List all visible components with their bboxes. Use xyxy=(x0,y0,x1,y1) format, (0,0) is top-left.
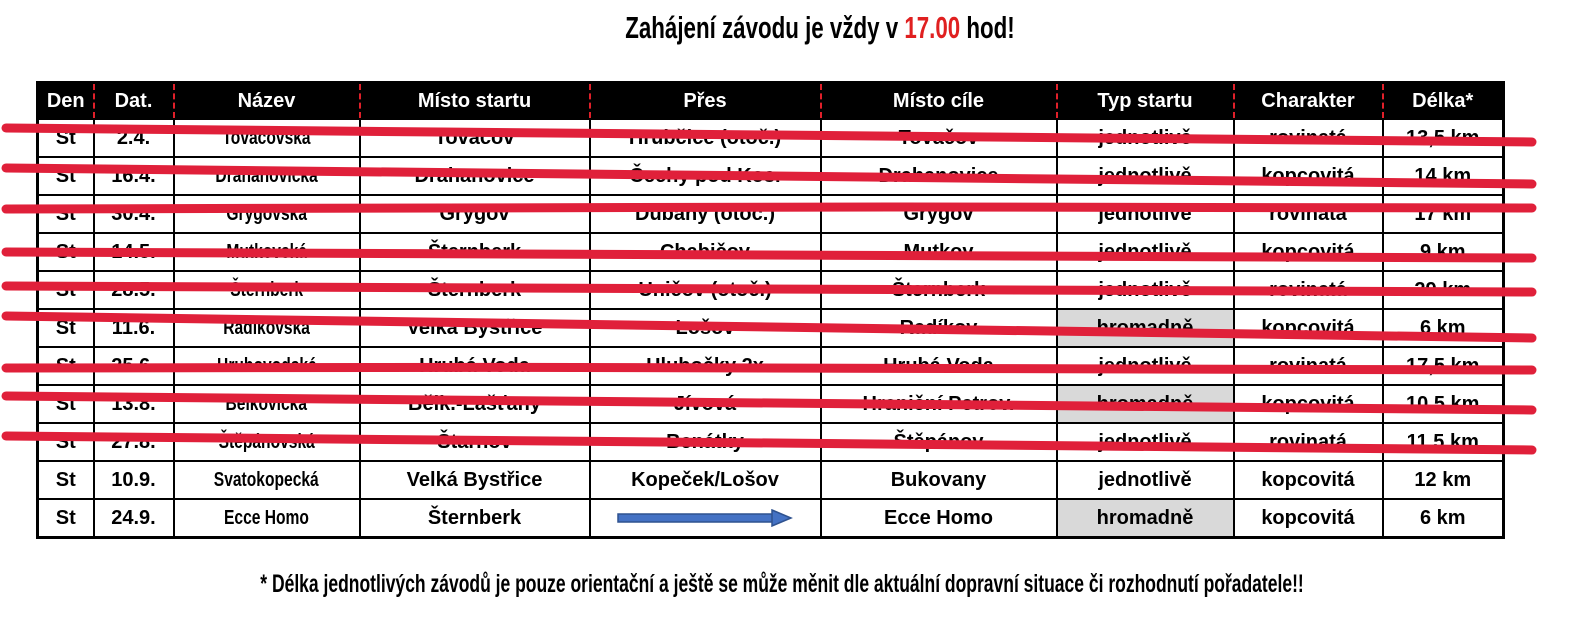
race-name-cell xyxy=(174,385,360,423)
start-type-cell: jednotlivě xyxy=(1057,119,1234,157)
via-cell: Hlubočky 2x xyxy=(590,347,821,385)
start-type-cell: jednotlivě xyxy=(1057,157,1234,195)
column-header: Typ startu xyxy=(1057,83,1234,120)
day-cell: St xyxy=(38,347,94,385)
start-place-cell: Velká Bystřice xyxy=(360,461,590,499)
length-cell: 9 km xyxy=(1383,233,1504,271)
finish-place-cell: Štěpánov xyxy=(821,423,1057,461)
start-place-cell: Šternberk xyxy=(360,233,590,271)
race-name-cell xyxy=(174,195,360,233)
headline-before: Zahájení závodu je vždy v xyxy=(625,10,905,45)
date-cell: 10.9. xyxy=(94,461,174,499)
via-cell xyxy=(590,499,821,538)
table-body xyxy=(38,119,1504,538)
start-place-cell: Bělk.-Lašťany xyxy=(360,385,590,423)
length-cell: 17,5 km xyxy=(1383,347,1504,385)
start-type-cell: hromadně xyxy=(1057,385,1234,423)
date-cell: 27.8. xyxy=(94,423,174,461)
race-name-cell xyxy=(174,461,360,499)
day-cell: St xyxy=(38,119,94,157)
race-name: Grygovská xyxy=(226,202,307,225)
race-name-cell xyxy=(174,423,360,461)
date-cell: 13.8. xyxy=(94,385,174,423)
character-cell: kopcovitá xyxy=(1234,157,1383,195)
start-place-cell: Šternberk xyxy=(360,499,590,538)
day-cell: St xyxy=(38,271,94,309)
table-row xyxy=(38,347,1504,385)
character-cell: kopcovitá xyxy=(1234,233,1383,271)
race-name: Tovačovská xyxy=(222,126,311,149)
length-cell: 10,5 km xyxy=(1383,385,1504,423)
race-name: Svatokopecká xyxy=(214,468,319,491)
race-schedule-table xyxy=(36,81,1505,539)
length-cell: 29 km xyxy=(1383,271,1504,309)
table-row xyxy=(38,119,1504,157)
column-header: Místo cíle xyxy=(821,83,1057,120)
via-cell: Kopeček/Lošov xyxy=(590,461,821,499)
finish-place-cell: Bukovany xyxy=(821,461,1057,499)
column-header: Název xyxy=(174,83,360,120)
right-arrow-icon xyxy=(617,509,793,527)
start-place-cell: Grygov xyxy=(360,195,590,233)
footnote: * Délka jednotlivých závodů je pouze orientační a ještě se může měnit dle aktuální dopravní situace či rozhodnutí pořadatele!! xyxy=(260,570,1304,598)
via-cell: Dubany (otoč.) xyxy=(590,195,821,233)
start-type-cell: hromadně xyxy=(1057,309,1234,347)
table-row xyxy=(38,309,1504,347)
table-row xyxy=(38,499,1504,538)
start-place-cell: Drahanovice xyxy=(360,157,590,195)
character-cell: kopcovitá xyxy=(1234,499,1383,538)
race-name: Hrubovodská xyxy=(216,354,317,377)
table-header-row xyxy=(38,83,1504,120)
length-cell: 14 km xyxy=(1383,157,1504,195)
race-name: Ecce Homo xyxy=(224,506,309,529)
column-header: Délka* xyxy=(1383,83,1504,120)
day-cell: St xyxy=(38,385,94,423)
race-name-cell xyxy=(174,157,360,195)
finish-place-cell: Radíkov xyxy=(821,309,1057,347)
finish-place-cell: Šternberk xyxy=(821,271,1057,309)
finish-place-cell: Mutkov xyxy=(821,233,1057,271)
race-name-cell xyxy=(174,347,360,385)
race-name: Šternberk xyxy=(230,278,303,301)
via-cell: Benátky xyxy=(590,423,821,461)
page-title xyxy=(230,10,1411,46)
column-header: Místo startu xyxy=(360,83,590,120)
finish-place-cell: Drahanovice xyxy=(821,157,1057,195)
day-cell: St xyxy=(38,233,94,271)
date-cell: 16.4. xyxy=(94,157,174,195)
date-cell: 14.5. xyxy=(94,233,174,271)
via-cell: Chabičov xyxy=(590,233,821,271)
day-cell: St xyxy=(38,423,94,461)
table-row xyxy=(38,423,1504,461)
date-cell: 24.9. xyxy=(94,499,174,538)
via-cell: Hrubčice (otoč.) xyxy=(590,119,821,157)
character-cell: rovinatá xyxy=(1234,347,1383,385)
via-cell: Čechy pod Kos. xyxy=(590,157,821,195)
character-cell: kopcovitá xyxy=(1234,461,1383,499)
date-cell: 30.4. xyxy=(94,195,174,233)
start-type-cell: hromadně xyxy=(1057,499,1234,538)
start-type-cell: jednotlivě xyxy=(1057,195,1234,233)
headline-after: hod! xyxy=(960,10,1015,45)
date-cell: 11.6. xyxy=(94,309,174,347)
race-name-cell xyxy=(174,233,360,271)
length-cell: 11,5 km xyxy=(1383,423,1504,461)
race-name: Štěpánovská xyxy=(218,430,315,453)
race-name-cell xyxy=(174,271,360,309)
via-cell: Jívová xyxy=(590,385,821,423)
race-name-cell xyxy=(174,499,360,538)
finish-place-cell: Ecce Homo xyxy=(821,499,1057,538)
character-cell: kopcovitá xyxy=(1234,385,1383,423)
column-header: Přes xyxy=(590,83,821,120)
character-cell: rovinatá xyxy=(1234,195,1383,233)
column-header: Dat. xyxy=(94,83,174,120)
day-cell: St xyxy=(38,499,94,538)
start-place-cell: Štarnov xyxy=(360,423,590,461)
race-name-cell xyxy=(174,309,360,347)
character-cell: rovinatá xyxy=(1234,271,1383,309)
start-type-cell: jednotlivě xyxy=(1057,461,1234,499)
race-name-cell xyxy=(174,119,360,157)
column-header: Charakter xyxy=(1234,83,1383,120)
length-cell: 12 km xyxy=(1383,461,1504,499)
start-place-cell: Šternberk xyxy=(360,271,590,309)
via-cell: Uničov (otoč.) xyxy=(590,271,821,309)
table-row xyxy=(38,233,1504,271)
headline-time: 17.00 xyxy=(904,10,961,45)
table-row xyxy=(38,461,1504,499)
finish-place-cell: Hrubá Voda xyxy=(821,347,1057,385)
table-row xyxy=(38,385,1504,423)
start-place-cell: Hrubá Voda xyxy=(360,347,590,385)
character-cell: kopcovitá xyxy=(1234,309,1383,347)
date-cell: 28.5. xyxy=(94,271,174,309)
length-cell: 6 km xyxy=(1383,309,1504,347)
race-name: Bělkovická xyxy=(225,392,308,415)
start-type-cell: jednotlivě xyxy=(1057,271,1234,309)
start-place-cell: Velká Bystřice xyxy=(360,309,590,347)
via-cell: Lošov xyxy=(590,309,821,347)
race-name: Drahanovická xyxy=(215,164,318,187)
start-type-cell: jednotlivě xyxy=(1057,423,1234,461)
table-row xyxy=(38,195,1504,233)
character-cell: rovinatá xyxy=(1234,423,1383,461)
day-cell: St xyxy=(38,195,94,233)
race-name: Mutkovská xyxy=(226,240,307,263)
day-cell: St xyxy=(38,461,94,499)
length-cell: 17 km xyxy=(1383,195,1504,233)
date-cell: 25.6. xyxy=(94,347,174,385)
table-row xyxy=(38,157,1504,195)
start-type-cell: jednotlivě xyxy=(1057,347,1234,385)
race-name: Radíkovská xyxy=(223,316,310,339)
length-cell: 6 km xyxy=(1383,499,1504,538)
start-type-cell: jednotlivě xyxy=(1057,233,1234,271)
date-cell: 2.4. xyxy=(94,119,174,157)
table-row xyxy=(38,271,1504,309)
column-header: Den xyxy=(38,83,94,120)
day-cell: St xyxy=(38,157,94,195)
finish-place-cell: Hraniční Petrov. xyxy=(821,385,1057,423)
start-place-cell: Tovačov xyxy=(360,119,590,157)
day-cell: St xyxy=(38,309,94,347)
finish-place-cell: Tovačov xyxy=(821,119,1057,157)
character-cell: rovinatá xyxy=(1234,119,1383,157)
length-cell: 13,5 km xyxy=(1383,119,1504,157)
finish-place-cell: Grygov xyxy=(821,195,1057,233)
